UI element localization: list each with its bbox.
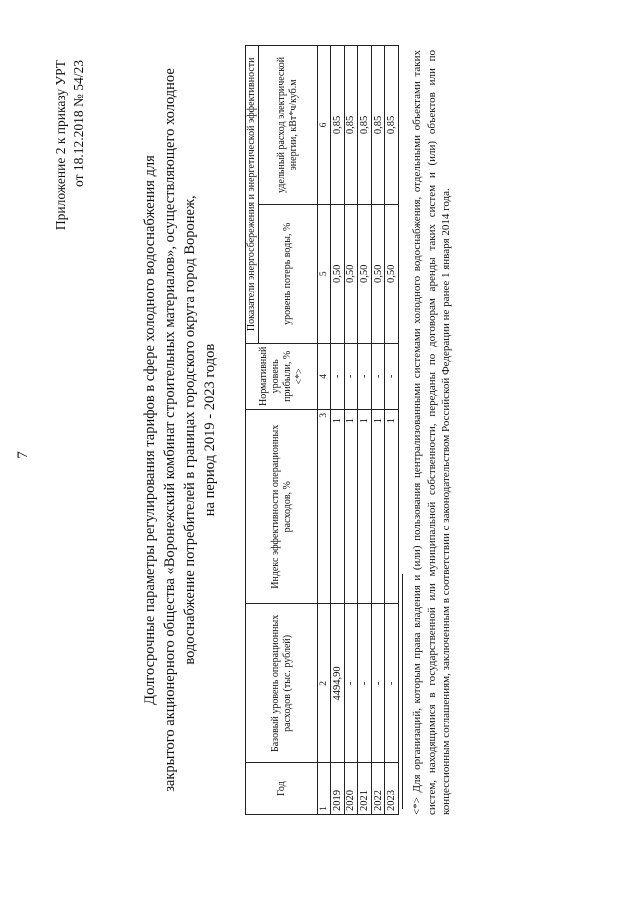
header-power-use: удельный расход электрической энергии, кВт*ч/куб.м xyxy=(259,46,318,205)
water-loss-cell: 0,50 xyxy=(358,204,372,343)
header-year: Год xyxy=(246,763,318,815)
efficiency-index-cell: 1 xyxy=(331,410,345,604)
appendix-line-2: от 18.12.2018 № 54/23 xyxy=(71,60,86,187)
power-use-cell: 0,85 xyxy=(371,46,385,205)
water-loss-cell: 0,50 xyxy=(371,204,385,343)
profit-level-cell: - xyxy=(385,343,399,409)
profit-level-cell: - xyxy=(331,343,345,409)
title-line-4: на период 2019 - 2023 годов xyxy=(202,343,218,517)
base-cost-cell: - xyxy=(358,604,372,763)
year-cell: 2019 xyxy=(331,763,345,815)
profit-level-cell: - xyxy=(358,343,372,409)
table-header-row xyxy=(246,46,259,815)
power-use-cell: 0,85 xyxy=(344,46,358,205)
table-row xyxy=(358,46,372,815)
column-number: 5 xyxy=(318,204,331,343)
column-number: 6 xyxy=(318,46,331,205)
title-line-2: закрытого акционерного общества «Воронежский комбинат строительных материалов», осуществляющего холодное xyxy=(162,68,178,792)
column-number: 3 xyxy=(318,410,331,604)
year-cell: 2021 xyxy=(358,763,372,815)
column-number: 2 xyxy=(318,604,331,763)
base-cost-cell: - xyxy=(371,604,385,763)
title-line-3: водоснабжение потребителей в границах городского округа город Воронеж, xyxy=(182,195,198,665)
header-base-cost: Базовый уровень операционных расходов (тыс. рублей) xyxy=(246,604,318,763)
efficiency-index-cell: 1 xyxy=(371,410,385,604)
footnote: <*> Для организаций, которым права владения и (или) пользования централизованными системами холодного водоснабжения, отдельными объектами таких систем, находящимися в государственной или муниципальной собственности, переданы по договорам аренды таких систем и (или) объектов или по концессионным соглашениям, заключенным в соответствии с законодательством Российской Федерации не ранее 1 января 2014 года. xyxy=(411,50,452,815)
efficiency-index-cell: 1 xyxy=(385,410,399,604)
appendix-reference xyxy=(52,60,88,230)
efficiency-index-cell: 1 xyxy=(358,410,372,604)
header-profit-level: Нормативный уровень прибыли, % <*> xyxy=(246,343,318,409)
power-use-cell: 0,85 xyxy=(385,46,399,205)
header-energy-group: Показатели энергосбережения и энергетической эффективности xyxy=(246,46,259,344)
profit-level-cell: - xyxy=(371,343,385,409)
column-number: 1 xyxy=(318,763,331,815)
profit-level-cell: - xyxy=(344,343,358,409)
base-cost-cell: - xyxy=(385,604,399,763)
efficiency-index-cell: 1 xyxy=(344,410,358,604)
document-title xyxy=(140,50,220,810)
column-number-row xyxy=(318,46,331,815)
water-loss-cell: 0,50 xyxy=(385,204,399,343)
appendix-line-1: Приложение 2 к приказу УРТ xyxy=(53,60,68,231)
power-use-cell: 0,85 xyxy=(331,46,345,205)
water-loss-cell: 0,50 xyxy=(344,204,358,343)
water-loss-cell: 0,50 xyxy=(331,204,345,343)
page-number: 7 xyxy=(15,451,31,459)
year-cell: 2023 xyxy=(385,763,399,815)
footnote-separator xyxy=(402,574,403,809)
base-cost-cell: 4494,90 xyxy=(331,604,345,763)
column-number: 4 xyxy=(318,343,331,409)
base-cost-cell: - xyxy=(344,604,358,763)
table-row xyxy=(371,46,385,815)
year-cell: 2022 xyxy=(371,763,385,815)
tariff-parameters-table xyxy=(245,45,399,815)
header-efficiency-index: Индекс эффективности операционных расходов, % xyxy=(246,410,318,604)
table-row xyxy=(331,46,345,815)
power-use-cell: 0,85 xyxy=(358,46,372,205)
table-row xyxy=(385,46,399,815)
header-water-loss: уровень потерь воды, % xyxy=(259,204,318,343)
table-row xyxy=(344,46,358,815)
title-line-1: Долгосрочные параметры регулирования тарифов в сфере холодного водоснабжения для xyxy=(142,155,158,705)
year-cell: 2020 xyxy=(344,763,358,815)
